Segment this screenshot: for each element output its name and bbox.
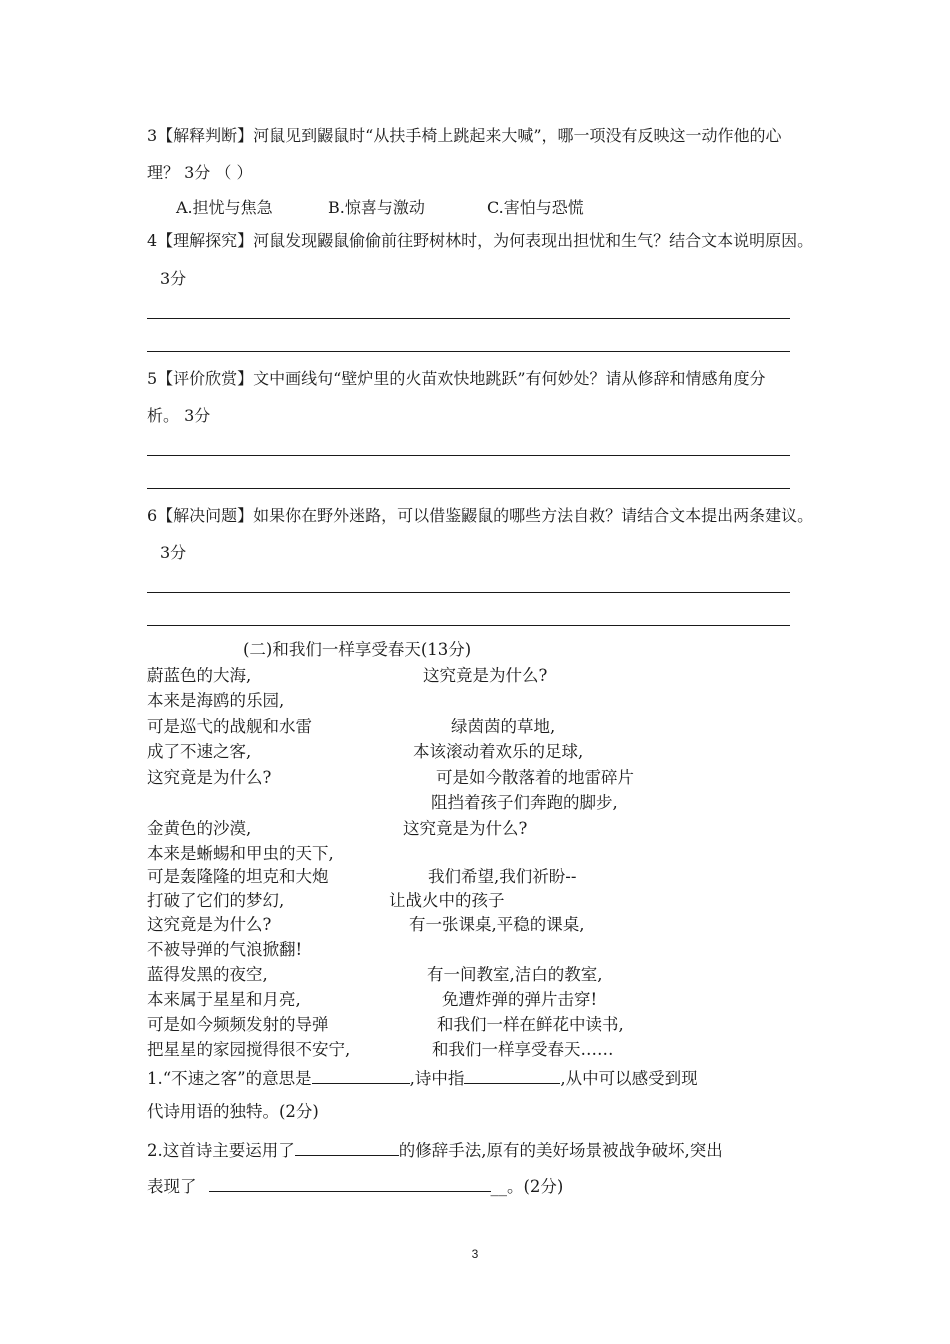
poem-right-line: 绿茵茵的草地, — [451, 717, 556, 736]
poem-right-line: 可是如今散落着的地雷碎片 — [436, 768, 634, 787]
poem-question-2-prefix: 2.这首诗主要运用了 — [147, 1141, 295, 1160]
poem-left-line: 把星星的家园搅得很不安宁, — [147, 1040, 351, 1059]
q5-line1: 5【评价欣赏】文中画线句“壁炉里的火苗欢快地跳跃”有何妙处？请从修辞和情感角度分 — [147, 369, 766, 388]
poem-left-line: 打破了它们的梦幻, — [147, 891, 285, 910]
poem-left-line: 本来属于星星和月亮, — [147, 990, 301, 1009]
poem-left-line: 蔚蓝色的大海, — [147, 666, 252, 685]
q3-option-c: C.害怕与恐慌 — [487, 198, 584, 217]
poem-question-1-middle: ,诗中指 — [409, 1069, 465, 1088]
blank-refers-to[interactable] — [464, 1065, 560, 1084]
poem-left-line: 本来是海鸥的乐园, — [147, 691, 285, 710]
poem-right-line: 本该滚动着欢乐的足球, — [413, 742, 584, 761]
q6-answer-line-2[interactable] — [147, 625, 790, 626]
poem-right-line: 有一间教室,洁白的教室, — [427, 965, 603, 984]
q3-option-b: B.惊喜与激动 — [328, 198, 425, 217]
poem-left-line: 这究竟是为什么? — [147, 768, 272, 787]
poem-left-line: 本来是蜥蜴和甲虫的天下, — [147, 844, 334, 863]
q3-option-a: A.担忧与焦急 — [176, 198, 273, 217]
page-number: 3 — [471, 1247, 479, 1261]
q6-line1: 6【解决问题】如果你在野外迷路，可以借鉴鼹鼠的哪些方法自救？请结合文本提出两条建议。 — [147, 506, 814, 525]
poem-left-line: 这究竟是为什么? — [147, 915, 272, 934]
poem-left-line: 成了不速之客, — [147, 742, 252, 761]
poem-question-1-suffix: ,从中可以感受到现 — [560, 1069, 698, 1088]
poem-right-line: 和我们一样享受春天…… — [432, 1040, 614, 1059]
poem-question-2-line2-suffix: __。(2分) — [490, 1177, 564, 1196]
poem-right-line: 让战火中的孩子 — [389, 891, 505, 910]
poem-right-line: 这究竟是为什么? — [403, 819, 528, 838]
poem-left-line: 可是轰隆隆的坦克和大炮 — [147, 867, 329, 886]
q6-score: 3分 — [160, 543, 187, 562]
q5-answer-line-2[interactable] — [147, 488, 790, 489]
q6-answer-line-1[interactable] — [147, 592, 790, 593]
poem-right-line: 有一张课桌,平稳的课桌, — [409, 915, 585, 934]
q5-line2: 析。 3分 — [147, 406, 211, 425]
poem-question-2-line2 — [147, 1173, 563, 1198]
poem-right-line: 我们希望,我们祈盼-- — [428, 867, 577, 886]
poem-right-line: 免遭炸弹的弹片击穿! — [442, 990, 598, 1009]
q3-line2: 理？ 3分 （ ） — [147, 163, 253, 182]
poem-question-1 — [147, 1065, 698, 1090]
poem-right-line: 阻挡着孩子们奔跑的脚步, — [431, 793, 618, 812]
q4-score: 3分 — [160, 269, 187, 288]
poem-left-line: 不被导弹的气浪掀翻! — [147, 940, 303, 959]
blank-meaning[interactable] — [312, 1065, 410, 1084]
poem-left-line: 可是如今频频发射的导弹 — [147, 1015, 329, 1034]
poem-question-2 — [147, 1137, 723, 1162]
blank-expresses[interactable] — [209, 1173, 491, 1192]
poem-question-1-prefix: 1.“不速之客”的意思是 — [147, 1069, 312, 1088]
poem-title: (二)和我们一样享受春天(13分) — [243, 640, 472, 659]
poem-left-line: 可是巡弋的战舰和水雷 — [147, 717, 312, 736]
q5-answer-line-1[interactable] — [147, 455, 790, 456]
poem-question-2-suffix: 的修辞手法,原有的美好场景被战争破坏,突出 — [398, 1141, 723, 1160]
poem-question-2-line2-prefix: 表现了 — [147, 1177, 197, 1196]
poem-right-line: 和我们一样在鲜花中读书, — [437, 1015, 624, 1034]
q4-line1: 4【理解探究】河鼠发现鼹鼠偷偷前往野树林时，为何表现出担忧和生气？结合文本说明原因。 — [147, 231, 814, 250]
blank-rhetoric[interactable] — [295, 1137, 399, 1156]
q4-answer-line-1[interactable] — [147, 318, 790, 319]
poem-left-line: 蓝得发黑的夜空, — [147, 965, 268, 984]
poem-question-1-line2: 代诗用语的独特。(2分) — [147, 1102, 319, 1121]
poem-left-line: 金黄色的沙漠, — [147, 819, 252, 838]
q4-answer-line-2[interactable] — [147, 351, 790, 352]
q3-line1: 3【解释判断】河鼠见到鼹鼠时“从扶手椅上跳起来大喊”，哪一项没有反映这一动作他的心 — [147, 126, 782, 145]
poem-right-line: 这究竟是为什么? — [423, 666, 548, 685]
